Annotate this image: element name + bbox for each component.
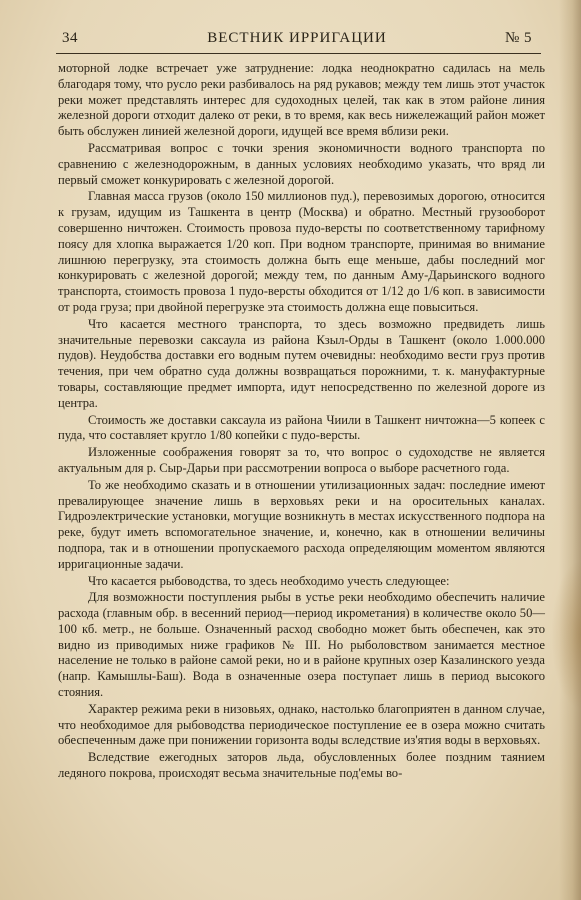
paragraph-4: Что касается местного транспорта, то здесь возможно предвидеть лишь значительные перевозки саксаула из района Кзыл-Орды в Ташкент (около 1.000.000 пудов). Неудобства доставки его водным путем очевидны: необходимо вести груз против течения, при чем обратно суда должны возвращаться порожними, т. к. мануфактурные товары, составляющие предмет импорта, идут непосредственно по железной дороге из центра. (58, 316, 545, 410)
journal-title: ВЕСТНИК ИРРИГАЦИИ (207, 30, 387, 46)
paragraph-1: моторной лодке встречает уже затруднение: лодка неоднократно садилась на мель благодаря тому, что русло реки разбивалось на ряд рукавов; между тем лишь этот участок реки может представлять интерес для судоходных целей, так как в этом районе линия железной дороги отходит далеко от реки, в то время, как весь нижележащий район может быть обслужен линией железной дороги, идущей все время вблизи реки. (58, 61, 545, 139)
page-header (62, 30, 532, 52)
header-rule (56, 53, 541, 54)
page-edge-shadow (559, 0, 581, 900)
paragraph-6: Изложенные соображения говорят за то, что вопрос о судоходстве не является актуальным для р. Сыр-Дарьи при рассмотрении вопроса о выборе расчетного года. (58, 445, 545, 475)
paper-stain (551, 560, 581, 710)
page-number: 34 (62, 30, 78, 46)
paragraph-10: Характер режима реки в низовьях, однако, настолько благоприятен в данном случае, что необходимое для рыбоводства периодическое поступление ее в озера можно считать обеспеченным даже при понижении горизонта воды вследствие из'ятия воды в верховьях. (58, 701, 545, 748)
paragraph-8: Что касается рыбоводства, то здесь необходимо учесть следующее: (88, 573, 450, 588)
issue-number: № 5 (504, 30, 532, 46)
paragraph-3: Главная масса грузов (около 150 миллионов пуд.), перевозимых дорогою, относится к грузам, идущим из Ташкента в центр (Москва) и обратно. Местный грузооборот совершенно ничтожен. Стоимость провоза пудо-версты по соответственному тарифному поясу для хлопка выражается 1/20 коп. При водном транспорте, принимая во внимание лишнюю перегрузку, эта стоимость должна быть еще меньше, дабы последний мог конкурировать с железной дорогой; между тем, по данным Аму-Дарьинского водного транспорта, стоимость провоза 1 пудо-версты обходится от 1/12 до 1/6 коп. в зависимости от рода груза; при двойной перегрузке эта стоимость должна еще повыситься. (58, 189, 545, 314)
paragraph-5: Стоимость же доставки саксаула из района Чиили в Ташкент ничтожна—5 копеек с пуда, что составляет кругло 1/80 копейки с пудо-версты. (58, 412, 545, 443)
article-body (58, 61, 545, 783)
paragraph-7: То же необходимо сказать и в отношении утилизационных задач: последние имеют превалирующее значение лишь в верховьях реки и на оросительных каналах. Гидроэлектрические установки, могущие возникнуть в местах искусственного подпора на реке, будут иметь вспомогательное значение, и, конечно, как в отношении величины подпора, так и в отношении пропускаемого расхода определяющим моментом являются ирригационные задачи. (58, 477, 545, 571)
paragraph-9: Для возможности поступления рыбы в устье реки необходимо обеспечить наличие расхода (главным обр. в весенний период—период икрометания) в количестве около 50—100 кб. метр., не больше. Означенный расход свободно может быть обеспечен, как это видно из приводимых ниже графиков № III. Но рыболовством занимается местное население не только в районе самой реки, но и в районе крупных озер Казалинского уезда (напр. Камышлы-Баш). Вода в означенные озера поступает лишь в период высокого стояния. (58, 590, 545, 700)
paragraph-2: Рассматривая вопрос с точки зрения экономичности водного транспорта по сравнению с железнодорожным, в данных условиях необходимо указать, что вряд ли первый сможет конкурировать с железной дорогой. (58, 140, 545, 187)
paragraph-11: Вследствие ежегодных заторов льда, обусловленных более поздним таянием ледяного покрова, происходят весьма значительные под'емы во- (58, 750, 545, 781)
